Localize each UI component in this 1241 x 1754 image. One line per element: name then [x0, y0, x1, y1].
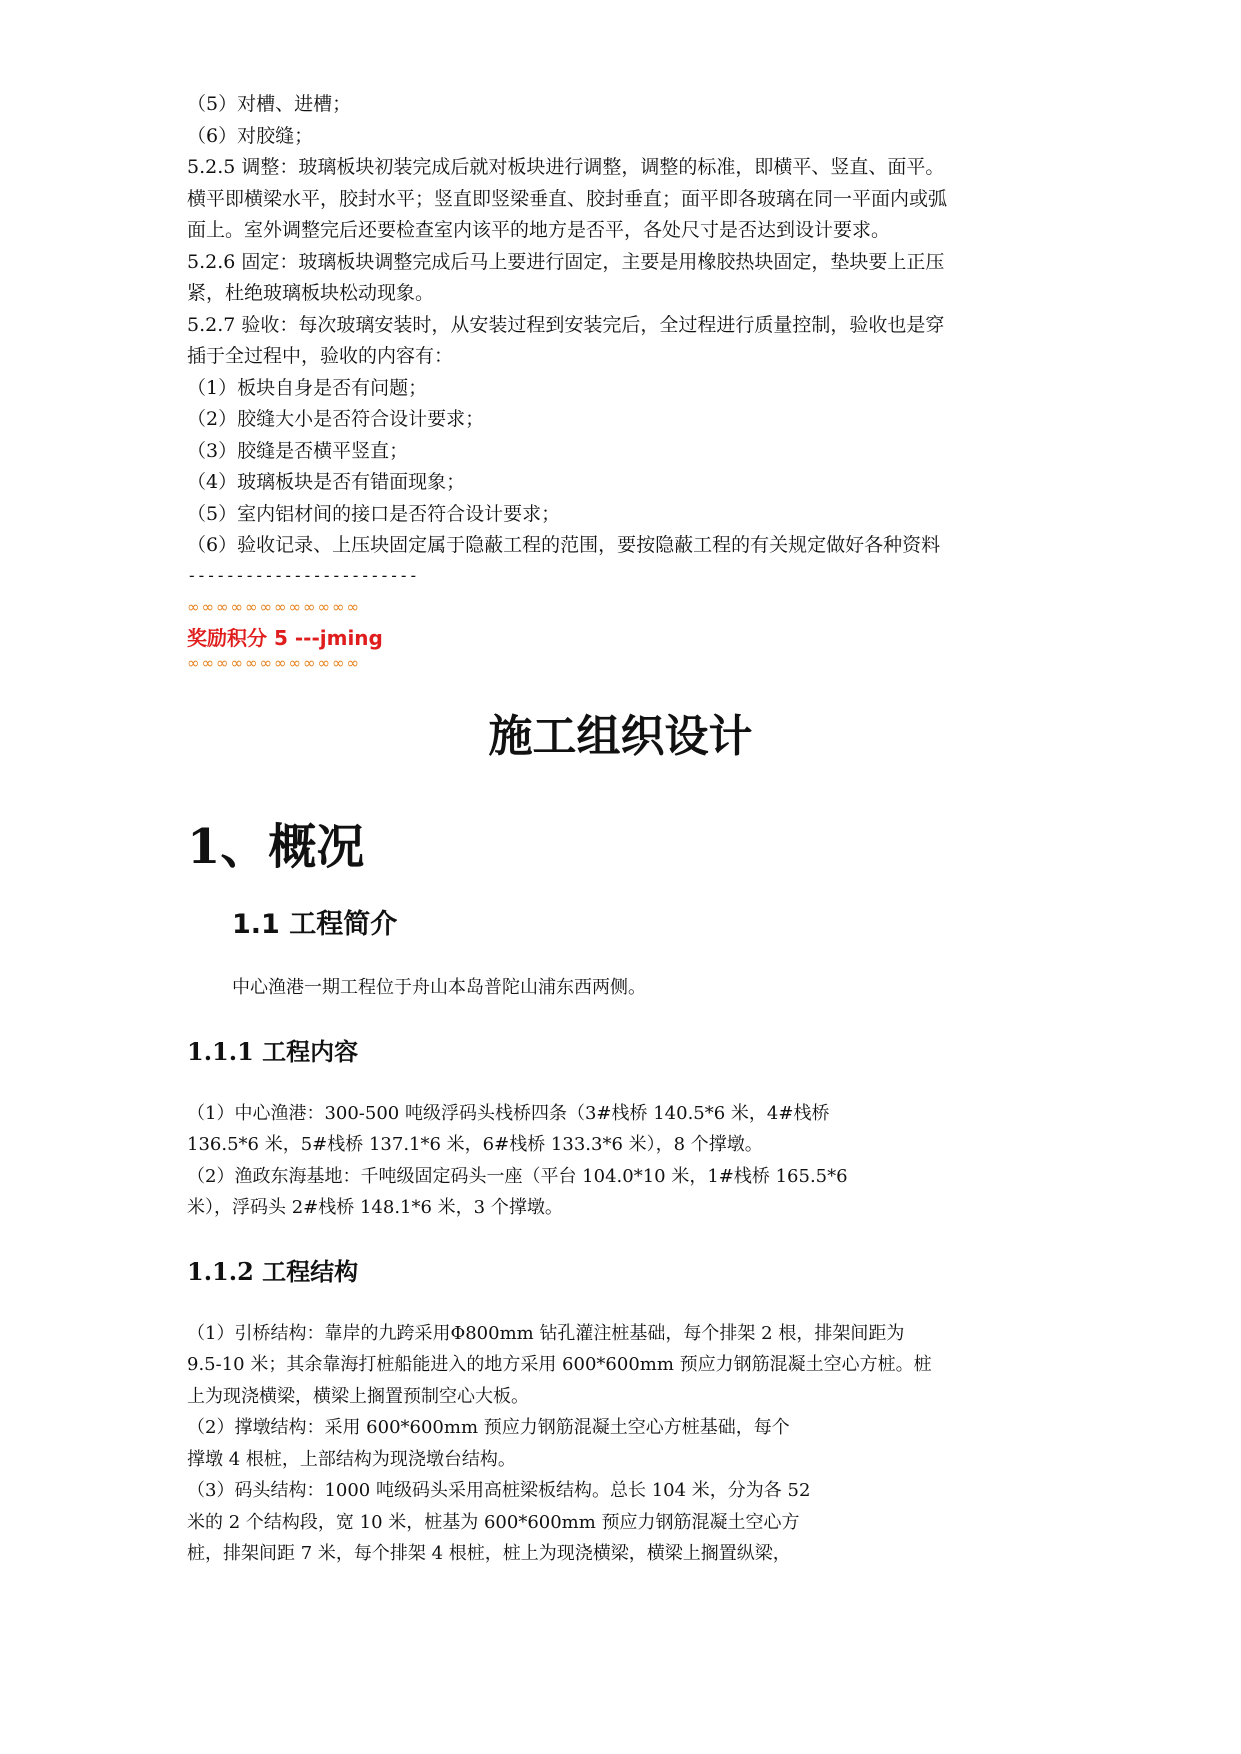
text-line: （1）引桥结构：靠岸的九跨采用Φ800mm 钻孔灌注桩基础，每个排架 2 根，排架间距为	[187, 1323, 905, 1344]
text-line: 米），浮码头 2#栈桥 148.1*6 米，3 个撑墩。	[187, 1197, 563, 1218]
intro-paragraph: 中心渔港一期工程位于舟山本岛普陀山浦东西两侧。	[232, 977, 646, 998]
list-item: （5）室内铝材间的接口是否符合设计要求；	[187, 503, 561, 525]
text-line: 9.5-10 米；其余靠海打桩船能进入的地方采用 600*600mm 预应力钢筋混凝土空心方桩。桩	[187, 1354, 932, 1375]
subsection-heading: 1.1 工程简介	[232, 909, 398, 940]
decorative-chain-bottom: ∞∞∞∞∞∞∞∞∞∞∞∞	[187, 654, 361, 672]
text-line: 插于全过程中，验收的内容有：	[187, 345, 454, 367]
text-line: （3）码头结构：1000 吨级码头采用高桩梁板结构。总长 104 米，分为各 52	[187, 1480, 811, 1501]
document-title: 施工组织设计	[488, 711, 753, 762]
list-item: （2）胶缝大小是否符合设计要求；	[187, 408, 485, 430]
subsubsection-heading: 1.1.2 工程结构	[187, 1257, 359, 1286]
text-line: （2）渔政东海基地：千吨级固定码头一座（平台 104.0*10 米，1#栈桥 165.5*6	[187, 1166, 848, 1187]
text-line: 上为现浇横梁，横梁上搁置预制空心大板。	[187, 1386, 529, 1407]
text-line: 紧，杜绝玻璃板块松动现象。	[187, 282, 435, 304]
subsubsection-heading: 1.1.1 工程内容	[187, 1037, 359, 1066]
text-line: 5.2.7 验收：每次玻璃安装时，从安装过程到安装完后，全过程进行质量控制，验收也是穿	[187, 314, 945, 336]
text-line: 面上。室外调整完后还要检查室内该平的地方是否平，各处尺寸是否达到设计要求。	[187, 219, 891, 241]
list-item: （1）板块自身是否有问题；	[187, 377, 428, 399]
text-line: （2）撑墩结构：采用 600*600mm 预应力钢筋混凝土空心方桩基础，每个	[187, 1417, 790, 1438]
text-line: 5.2.6 固定：玻璃板块调整完成后马上要进行固定，主要是用橡胶热块固定，垫块要上正压	[187, 251, 945, 273]
text-line: （6）对胶缝；	[187, 125, 314, 147]
list-item: （4）玻璃板块是否有错面现象；	[187, 471, 466, 493]
list-item: （3）胶缝是否横平竖直；	[187, 440, 409, 462]
text-line: 桩，排架间距 7 米，每个排架 4 根桩，桩上为现浇横梁，横梁上搁置纵梁，	[187, 1543, 791, 1564]
dashed-divider: ------------------------	[187, 566, 419, 585]
list-item: （6）验收记录、上压块固定属于隐蔽工程的范围，要按隐蔽工程的有关规定做好各种资料	[187, 534, 941, 556]
text-line: 横平即横梁水平，胶封水平；竖直即竖梁垂直、胶封垂直；面平即各玻璃在同一平面内或弧	[187, 188, 948, 210]
text-line: 136.5*6 米，5#栈桥 137.1*6 米，6#栈桥 133.3*6 米），8 个撑墩。	[187, 1134, 763, 1155]
text-line: 撑墩 4 根桩，上部结构为现浇墩台结构。	[187, 1449, 516, 1470]
section-heading: 1、概况	[187, 819, 365, 875]
text-line: （1）中心渔港：300-500 吨级浮码头栈桥四条（3#栈桥 140.5*6 米，4#栈桥	[187, 1103, 830, 1124]
reward-points-text: 奖励积分 5 ---jming	[187, 626, 383, 650]
text-line: 米的 2 个结构段，宽 10 米，桩基为 600*600mm 预应力钢筋混凝土空心方	[187, 1512, 800, 1533]
text-line: （5）对槽、进槽；	[187, 93, 352, 115]
text-line: 5.2.5 调整：玻璃板块初装完成后就对板块进行调整，调整的标准，即横平、竖直、面平。	[187, 156, 945, 178]
decorative-chain-top: ∞∞∞∞∞∞∞∞∞∞∞∞	[187, 598, 361, 616]
